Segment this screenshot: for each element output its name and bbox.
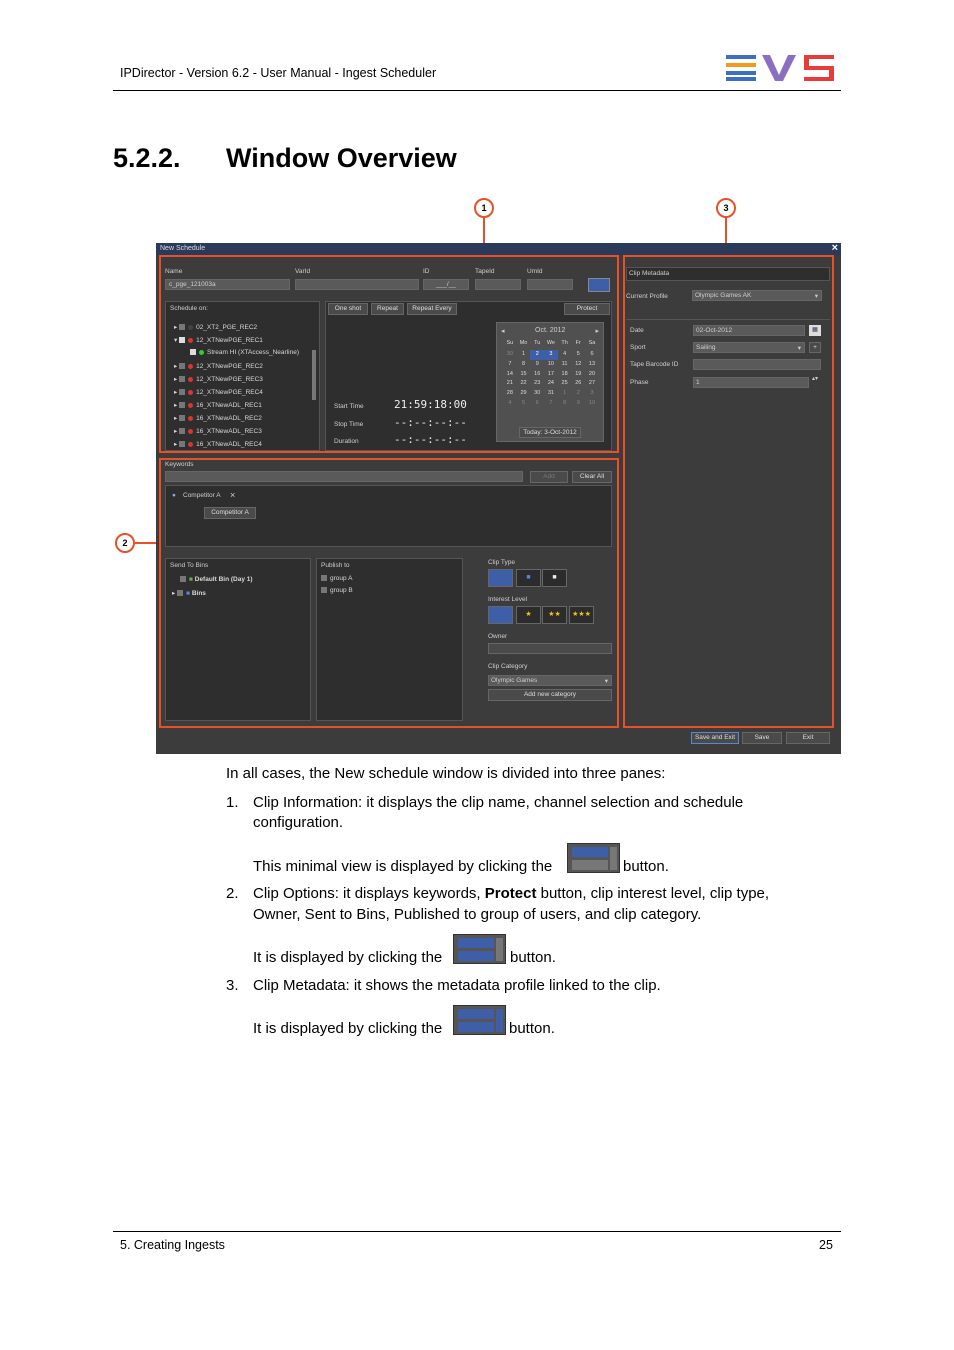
add-keyword-button[interactable]: Add	[530, 471, 568, 483]
remove-keyword-icon[interactable]: ×	[230, 490, 236, 500]
calendar-date[interactable]: 5	[522, 399, 526, 406]
calendar-date[interactable]: 30	[506, 351, 513, 357]
divider	[626, 319, 830, 320]
calendar-date[interactable]: 4	[563, 351, 567, 357]
window-titlebar	[156, 243, 841, 255]
tapeid-label: TapeId	[475, 268, 495, 275]
calendar-date[interactable]: 13	[588, 360, 596, 367]
calendar-date[interactable]: 7	[549, 399, 553, 406]
channel-scrollbar[interactable]	[312, 350, 316, 400]
item-3-button-text: It is displayed by clicking the	[253, 1020, 443, 1037]
exit-button[interactable]: Exit	[786, 732, 830, 744]
clip-type-label: Clip Type	[488, 559, 515, 566]
calendar-date[interactable]: 6	[590, 351, 594, 357]
tab-repeat-every[interactable]: Repeat Every	[407, 303, 457, 315]
add-new-category-button[interactable]: Add new category	[488, 689, 612, 701]
varid-field[interactable]	[295, 279, 419, 290]
bin-row[interactable]: ■ Default Bin (Day 1)	[180, 576, 253, 583]
interest-level-label: Interest Level	[488, 596, 528, 603]
channel-row[interactable]: ▸ 16_XTNewADL_REC3	[174, 428, 262, 435]
item-3-line-1: Clip Metadata: it shows the metadata profile linked to the clip.	[253, 977, 661, 994]
keyword-group-label: Competitor A	[183, 492, 221, 499]
callout-3: 3	[716, 198, 736, 218]
window-title: New Schedule	[160, 245, 206, 252]
item-3-button-suffix: button.	[509, 1020, 555, 1037]
date-value: 02-Oct-2012	[696, 327, 733, 334]
tab-repeat[interactable]: Repeat	[371, 303, 404, 315]
clip-metadata-title: Clip Metadata	[629, 270, 670, 277]
start-time-value[interactable]: 21:59:18:00	[394, 398, 467, 411]
item-1-button-suffix: button.	[623, 858, 669, 875]
schedule-on-label: Schedule on:	[170, 305, 208, 312]
keywords-label: Keywords	[165, 461, 194, 468]
name-label: Name	[165, 268, 183, 275]
item-2-number: 2.	[226, 885, 239, 902]
clip-category-value: Olympic Games	[491, 677, 538, 684]
calendar-date[interactable]: 2	[576, 390, 580, 397]
calendar-dates[interactable]	[503, 350, 599, 409]
id-field-value: ___/__	[436, 281, 456, 288]
calendar-date[interactable]: 9	[535, 360, 539, 367]
interest-two-star-icon[interactable]: ★★	[542, 606, 567, 624]
calendar-date[interactable]: 28	[506, 390, 513, 397]
footer-rule	[113, 1231, 841, 1232]
schedule-on-panel	[165, 301, 320, 451]
owner-label: Owner	[488, 633, 508, 640]
calendar-date[interactable]: 17	[547, 370, 554, 377]
evs-logo	[726, 55, 834, 81]
item-2-button-suffix: button.	[510, 949, 556, 966]
footer-chapter: 5. Creating Ingests	[120, 1238, 225, 1252]
close-icon[interactable]: ×	[831, 243, 838, 254]
umid-label: UmId	[527, 268, 543, 275]
channel-row[interactable]: Stream HI (XTAccess_Nearline)	[190, 349, 299, 356]
calendar-date[interactable]: 10	[547, 360, 554, 367]
options-view-button-icon	[453, 934, 506, 964]
channel-row[interactable]: ▸ 12_XTNewPGE_REC3	[174, 376, 263, 383]
calendar-date[interactable]: 20	[588, 370, 596, 377]
intro-text: In all cases, the New schedule window is divided into three panes:	[226, 765, 666, 782]
person-icon: ●	[172, 492, 176, 499]
calendar-date[interactable]: 11	[561, 360, 568, 367]
tab-one-shot[interactable]: One shot	[328, 303, 368, 315]
section-number: 5.2.2.	[113, 143, 181, 173]
channel-row[interactable]: ▸ 02_XT2_PGE_REC2	[174, 324, 258, 331]
running-header: IPDirector - Version 6.2 - User Manual - Ingest Scheduler	[120, 66, 437, 80]
date-field[interactable]	[693, 325, 805, 336]
tape-barcode-field[interactable]	[693, 359, 821, 370]
spinner-icon[interactable]: ▴▾	[812, 376, 819, 382]
save-button[interactable]: Save	[742, 732, 782, 744]
sport-value: Sailing	[696, 344, 716, 351]
calendar-date[interactable]: 21	[506, 380, 513, 387]
calendar-date[interactable]: 2	[530, 350, 544, 360]
keyword-chip[interactable]: Competitor A	[204, 507, 256, 519]
interest-none[interactable]	[488, 606, 513, 624]
group-row[interactable]: group A	[321, 575, 352, 582]
calendar-date[interactable]: 1	[522, 351, 526, 357]
duration-label: Duration	[334, 438, 359, 445]
protect-button[interactable]: Protect	[564, 303, 610, 315]
duration-value[interactable]: --:--:--:--	[394, 433, 467, 446]
clip-type-none[interactable]	[488, 569, 513, 587]
section-heading	[113, 143, 457, 174]
publish-to-panel	[316, 558, 463, 721]
metadata-view-button-icon	[453, 1005, 506, 1035]
calendar-date[interactable]: 4	[508, 399, 512, 406]
calendar-date[interactable]: 10	[588, 399, 596, 406]
calendar-date[interactable]: 6	[535, 399, 539, 406]
umid-field[interactable]	[527, 279, 573, 290]
publish-to-label: Publish to	[321, 562, 350, 569]
sport-label: Sport	[630, 344, 646, 351]
channel-row[interactable]: ▾ 12_XTNewPGE_REC1	[174, 337, 263, 344]
calendar-date[interactable]: 23	[534, 380, 541, 387]
chevron-down-icon: ▾	[797, 345, 801, 352]
phase-field[interactable]	[693, 377, 809, 388]
item-1-number: 1.	[226, 794, 239, 811]
start-time-label: Start Time	[334, 403, 364, 410]
calendar-month: Oct. 2012	[535, 327, 566, 334]
stop-time-value[interactable]: --:--:--:--	[394, 416, 467, 429]
channel-row[interactable]: ▸ 16_XTNewADL_REC4	[174, 441, 262, 448]
item-2-line-2: Owner, Sent to Bins, Published to group of users, and clip category.	[253, 906, 702, 923]
calendar-weekdays: Su Mo Tu We Th Fr Sa	[506, 340, 596, 346]
calendar-date[interactable]: 9	[576, 399, 580, 406]
calendar-date[interactable]: 19	[575, 370, 582, 377]
sport-add-button[interactable]: +	[809, 342, 821, 353]
bin-row[interactable]: ▸ ■ Bins	[172, 590, 206, 597]
calendar-date[interactable]: 18	[561, 370, 568, 377]
channel-row[interactable]: ▸ 16_XTNewADL_REC2	[174, 415, 262, 422]
tapeid-field[interactable]	[475, 279, 521, 290]
calendar-date[interactable]: 25	[561, 380, 568, 387]
send-to-bins-panel	[165, 558, 311, 721]
channel-row[interactable]: ▸ 12_XTNewPGE_REC4	[174, 389, 263, 396]
calendar-date[interactable]: 14	[506, 370, 513, 377]
callout-1: 1	[474, 198, 494, 218]
channel-row[interactable]: ▸ 12_XTNewPGE_REC2	[174, 363, 263, 370]
calendar-date[interactable]: 22	[520, 380, 527, 387]
name-field-value: c_pge_121003a	[169, 281, 216, 288]
send-to-bins-label: Send To Bins	[170, 562, 209, 569]
phase-label: Phase	[630, 379, 649, 386]
new-schedule-screenshot	[156, 243, 841, 754]
calendar-date[interactable]: 27	[588, 380, 596, 387]
tape-barcode-label: Tape Barcode ID	[630, 361, 679, 368]
channel-row[interactable]: ▸ 16_XTNewADL_REC1	[174, 402, 262, 409]
item-2-line-1: Clip Options: it displays keywords, Protect button, clip interest level, clip type,	[253, 885, 770, 902]
clip-type-p-icon[interactable]: ■	[516, 569, 541, 587]
calendar	[496, 322, 604, 442]
phase-value: 1	[696, 379, 700, 386]
calendar-date[interactable]: 5	[576, 351, 580, 357]
group-row[interactable]: group B	[321, 587, 353, 594]
minimal-view-button-icon	[567, 843, 620, 873]
id-field[interactable]	[423, 279, 469, 290]
keywords-panel	[165, 485, 612, 547]
item-3-number: 3.	[226, 977, 239, 994]
calendar-date[interactable]: 16	[534, 370, 541, 377]
calendar-date[interactable]: 1	[563, 390, 567, 397]
interest-one-star-icon[interactable]: ★	[516, 606, 541, 624]
current-profile-select[interactable]	[692, 290, 822, 301]
save-and-exit-button[interactable]: Save and Exit	[691, 732, 739, 744]
calendar-today-button[interactable]: Today: 3-Oct-2012	[519, 427, 581, 438]
calendar-date[interactable]: 12	[575, 360, 582, 367]
item-1-button-text: This minimal view is displayed by clicking the	[253, 858, 553, 875]
item-1-line-2: configuration.	[253, 814, 344, 831]
calendar-date[interactable]: 3	[590, 390, 594, 397]
page-number: 25	[819, 1238, 833, 1252]
date-label: Date	[630, 327, 644, 334]
calendar-date[interactable]: 15	[520, 370, 527, 377]
calendar-next-icon[interactable]: ▸	[595, 328, 599, 335]
calendar-date[interactable]: 3	[544, 350, 558, 360]
clear-all-button[interactable]: Clear All	[572, 471, 612, 483]
chevron-down-icon: ▾	[604, 678, 608, 685]
owner-select[interactable]	[488, 643, 612, 654]
chevron-down-icon: ▾	[814, 293, 818, 300]
header-rule	[113, 90, 841, 91]
clip-type-k-icon[interactable]: ■	[542, 569, 567, 587]
section-title: Window Overview	[226, 143, 457, 173]
item-1-line-1: Clip Information: it displays the clip name, channel selection and schedule	[253, 794, 744, 811]
keywords-input[interactable]	[165, 471, 523, 482]
calendar-date[interactable]: 7	[508, 360, 512, 367]
clip-category-label: Clip Category	[488, 663, 528, 670]
calendar-date[interactable]: 29	[520, 390, 527, 397]
clip-category-select[interactable]	[488, 675, 612, 686]
schedule-config-panel	[325, 301, 612, 451]
item-2-button-text: It is displayed by clicking the	[253, 949, 443, 966]
folder-icon: ■	[189, 576, 193, 583]
name-field[interactable]	[165, 279, 290, 290]
calendar-date[interactable]: 8	[563, 399, 567, 406]
calendar-date[interactable]: 8	[522, 360, 526, 367]
calendar-date[interactable]: 26	[575, 380, 582, 387]
current-profile-value: Olympic Games AK	[695, 292, 752, 299]
current-profile-label: Current Profile	[626, 293, 668, 300]
folder-icon: ■	[186, 590, 191, 597]
callout-2: 2	[115, 533, 135, 553]
calendar-date[interactable]: 24	[547, 380, 554, 387]
view-toggle-button[interactable]	[588, 278, 610, 292]
id-label: ID	[423, 268, 430, 275]
calendar-prev-icon[interactable]: ◂	[501, 328, 505, 335]
sport-select[interactable]	[693, 342, 805, 353]
calendar-date[interactable]: 30	[534, 390, 541, 397]
stop-time-label: Stop Time	[334, 421, 364, 428]
interest-three-star-icon[interactable]: ★★★	[569, 606, 594, 624]
calendar-date[interactable]: 31	[547, 390, 554, 397]
clip-metadata-header	[626, 267, 830, 281]
varid-label: VarId	[295, 268, 311, 275]
calendar-icon[interactable]: ▦	[809, 325, 821, 336]
